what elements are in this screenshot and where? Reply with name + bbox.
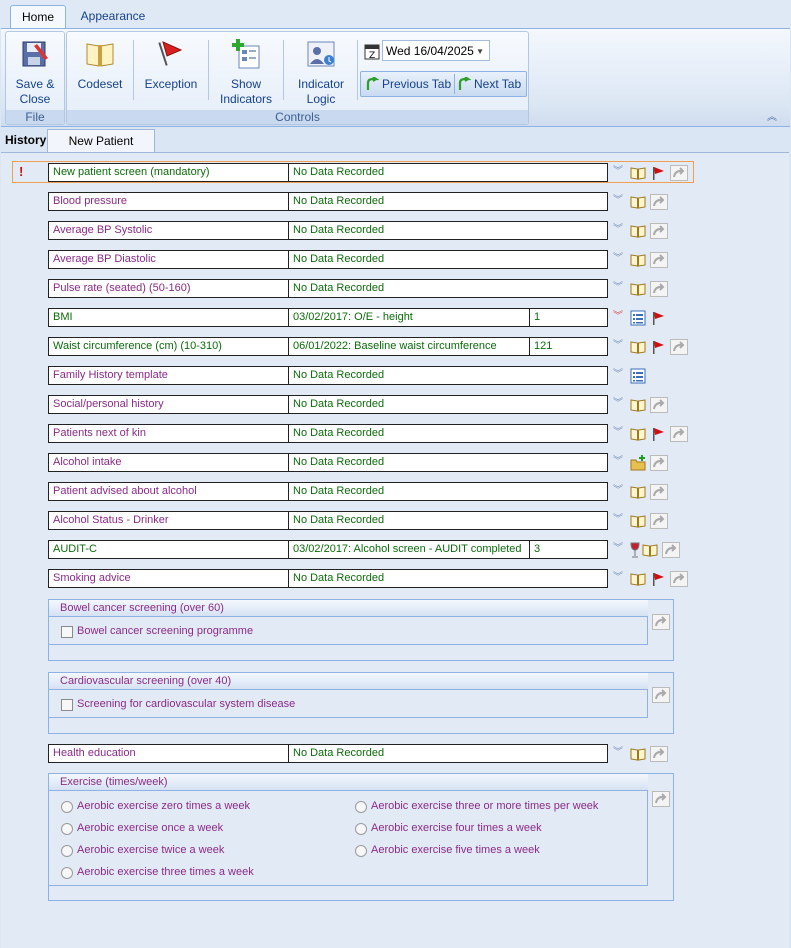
flag-icon[interactable] [650, 426, 666, 442]
undo-icon[interactable] [650, 397, 668, 413]
tab-navigation [360, 71, 527, 97]
form-row[interactable] [48, 511, 608, 530]
indicator-logic-icon [305, 38, 337, 70]
exercise-radio[interactable] [61, 823, 73, 835]
exercise-option-label: Aerobic exercise zero times a week [77, 800, 251, 812]
book-icon[interactable] [630, 165, 646, 181]
expand-chevron-icon[interactable]: ︾ [613, 485, 623, 496]
row-value: 06/01/2022: Baseline waist circumference [293, 340, 497, 352]
book-icon[interactable] [630, 513, 646, 529]
indicator-logic-label-1: Indicator [297, 77, 345, 91]
expand-chevron-icon[interactable]: ︾ [613, 195, 623, 206]
tab-history[interactable]: History [5, 133, 47, 147]
expand-chevron-icon[interactable]: ︾ [613, 369, 623, 380]
row-value: No Data Recorded [293, 282, 385, 294]
row-label: Average BP Systolic [49, 222, 289, 239]
exercise-radio[interactable] [355, 823, 367, 835]
controls-group-label: Controls [67, 110, 528, 124]
cardio-screening-title: Cardiovascular screening (over 40) [49, 673, 648, 690]
undo-icon[interactable] [650, 746, 668, 762]
book-icon[interactable] [630, 571, 646, 587]
row-label: Average BP Diastolic [49, 251, 289, 268]
row-actions [610, 221, 690, 240]
date-picker[interactable] [382, 40, 490, 61]
row-value: No Data Recorded [293, 485, 385, 497]
list-icon[interactable] [630, 310, 646, 326]
row-value: 03/02/2017: O/E - height [293, 311, 413, 323]
separator [454, 74, 455, 94]
book-icon[interactable] [630, 252, 646, 268]
undo-icon[interactable] [670, 165, 688, 181]
separator [357, 40, 358, 100]
exercise-option-label: Aerobic exercise three or more times per week [371, 800, 599, 812]
next-tab-label: Next Tab [474, 77, 522, 91]
expand-chevron-icon[interactable]: ︾ [613, 514, 623, 525]
flag-icon[interactable] [650, 571, 666, 587]
row-value: No Data Recorded [293, 224, 385, 236]
undo-icon[interactable] [670, 339, 688, 355]
chevron-down-icon[interactable]: ▼ [476, 47, 484, 56]
row-label: Patients next of kin [49, 425, 289, 442]
wine-glass-icon[interactable] [630, 542, 640, 558]
book-icon [84, 38, 116, 70]
save-icon [19, 38, 51, 70]
undo-icon[interactable] [650, 281, 668, 297]
health-education-row[interactable] [48, 744, 608, 763]
row-label: Pulse rate (seated) (50-160) [49, 280, 289, 297]
separator [133, 40, 134, 100]
undo-icon[interactable] [650, 455, 668, 471]
bowel-screening-group [48, 599, 674, 661]
save-close-label-1: Save & [15, 77, 55, 91]
tab-appearance[interactable]: Appearance [80, 9, 146, 23]
separator [208, 40, 209, 100]
undo-icon[interactable] [670, 426, 688, 442]
form-row[interactable] [48, 279, 608, 298]
expand-chevron-icon[interactable]: ︾ [613, 456, 623, 467]
form-row[interactable] [48, 453, 608, 472]
expand-chevron-icon[interactable]: ︾ [613, 224, 623, 235]
row-value-secondary: 121 [529, 338, 607, 355]
undo-icon[interactable] [652, 614, 670, 630]
expand-chevron-icon[interactable]: ︾ [613, 543, 623, 554]
row-value: No Data Recorded [293, 456, 385, 468]
book-icon[interactable] [630, 223, 646, 239]
form-row[interactable] [48, 366, 608, 385]
next-arrow-icon [457, 77, 471, 91]
flag-icon[interactable] [650, 310, 666, 326]
exercise-radio[interactable] [61, 801, 73, 813]
save-close-button[interactable] [8, 36, 62, 107]
undo-icon[interactable] [650, 194, 668, 210]
previous-tab-button[interactable] [365, 72, 453, 96]
book-icon[interactable] [642, 542, 658, 558]
form-row[interactable] [48, 540, 608, 559]
previous-arrow-icon [365, 77, 379, 91]
undo-icon[interactable] [652, 791, 670, 807]
book-icon[interactable] [630, 281, 646, 297]
row-actions [610, 250, 690, 269]
exercise-title: Exercise (times/week) [49, 774, 648, 791]
show-indicators-label-1: Show [230, 77, 262, 91]
row-value: No Data Recorded [293, 398, 385, 410]
row-label: Family History template [49, 367, 289, 384]
exercise-option-label: Aerobic exercise five times a week [371, 844, 540, 856]
svg-text:Z: Z [369, 51, 376, 60]
row-value: No Data Recorded [293, 514, 385, 526]
form-row[interactable] [48, 308, 608, 327]
row-label: Smoking advice [49, 570, 289, 587]
exercise-group [48, 773, 674, 901]
form-row[interactable] [48, 163, 608, 182]
row-actions [610, 482, 690, 501]
bowel-screening-option-label: Bowel cancer screening programme [77, 625, 254, 637]
exercise-radio[interactable] [355, 801, 367, 813]
save-close-label-2: Close [19, 92, 51, 106]
form-row[interactable] [48, 482, 608, 501]
form-row[interactable] [48, 424, 608, 443]
tab-home[interactable]: Home [10, 5, 66, 29]
expand-chevron-icon[interactable]: ︾ [613, 282, 623, 293]
row-label: New patient screen (mandatory) [49, 164, 289, 181]
undo-icon[interactable] [670, 571, 688, 587]
row-actions [610, 395, 690, 414]
row-value: No Data Recorded [293, 747, 385, 759]
book-icon[interactable] [630, 426, 646, 442]
row-actions [610, 192, 690, 211]
row-actions [610, 540, 690, 559]
exercise-option-label: Aerobic exercise three times a week [77, 866, 254, 878]
row-label: Alcohol Status - Drinker [49, 512, 289, 529]
row-actions [610, 308, 690, 327]
show-indicators-label-2: Indicators [219, 92, 273, 106]
row-label: BMI [49, 309, 289, 326]
row-actions [610, 337, 690, 356]
row-actions [610, 424, 690, 443]
row-actions [610, 511, 690, 530]
bowel-screening-title: Bowel cancer screening (over 60) [49, 600, 648, 617]
row-label: AUDIT-C [49, 541, 289, 558]
row-label: Waist circumference (cm) (10-310) [49, 338, 289, 355]
show-indicators-button[interactable] [213, 36, 279, 107]
row-value: No Data Recorded [293, 369, 385, 381]
book-icon[interactable] [630, 194, 646, 210]
exercise-option-label: Aerobic exercise twice a week [77, 844, 225, 856]
cardio-screening-group [48, 672, 674, 734]
next-tab-button[interactable] [457, 72, 525, 96]
expand-chevron-icon[interactable]: ︾ [613, 427, 623, 438]
row-value: No Data Recorded [293, 195, 385, 207]
row-value: No Data Recorded [293, 427, 385, 439]
row-value-secondary: 1 [529, 309, 607, 326]
health-education-actions [610, 744, 672, 763]
exercise-radio[interactable] [355, 845, 367, 857]
exercise-radio[interactable] [61, 867, 73, 879]
book-icon[interactable] [630, 339, 646, 355]
flag-icon [155, 38, 187, 70]
undo-icon[interactable] [650, 223, 668, 239]
form-row[interactable] [48, 250, 608, 269]
book-icon[interactable] [630, 397, 646, 413]
expand-chevron-icon[interactable]: ︾ [613, 311, 623, 322]
row-label: Patient advised about alcohol [49, 483, 289, 500]
expand-chevron-icon[interactable]: ︾ [613, 340, 623, 351]
exercise-option-label: Aerobic exercise four times a week [371, 822, 542, 834]
row-actions [610, 453, 690, 472]
expand-chevron-icon[interactable]: ︾ [613, 398, 623, 409]
row-actions [610, 366, 690, 385]
undo-icon[interactable] [650, 252, 668, 268]
exercise-option-label: Aerobic exercise once a week [77, 822, 224, 834]
row-value: No Data Recorded [293, 572, 385, 584]
flag-icon[interactable] [650, 165, 666, 181]
expand-chevron-icon[interactable]: ︾ [613, 747, 623, 758]
expand-chevron-icon[interactable]: ︾ [613, 166, 623, 177]
undo-icon[interactable] [662, 542, 680, 558]
cardio-screening-checkbox[interactable] [61, 699, 73, 711]
exception-button[interactable] [139, 36, 203, 92]
indicator-logic-button[interactable] [289, 36, 353, 107]
flag-icon[interactable] [650, 339, 666, 355]
calendar-icon [364, 44, 380, 60]
form-row[interactable] [48, 192, 608, 211]
row-label: Health education [49, 745, 289, 762]
row-actions [610, 279, 690, 298]
book-icon[interactable] [630, 746, 646, 762]
form-row[interactable] [48, 221, 608, 240]
exception-label: Exception [144, 77, 198, 91]
form-row[interactable] [48, 395, 608, 414]
row-value-secondary: 3 [529, 541, 607, 558]
undo-icon[interactable] [650, 484, 668, 500]
bowel-screening-body [49, 617, 648, 645]
tab-new-patient-screen[interactable]: New Patient [47, 129, 155, 152]
row-label: Social/personal history [49, 396, 289, 413]
form-row[interactable] [48, 569, 608, 588]
previous-tab-label: Previous Tab [382, 77, 452, 91]
indicators-icon [230, 38, 262, 70]
list-icon[interactable] [630, 368, 646, 384]
file-group-label: File [6, 110, 64, 124]
row-actions [610, 569, 690, 588]
book-icon[interactable] [630, 484, 646, 500]
expand-chevron-icon[interactable]: ︾ [613, 253, 623, 264]
ribbon-tab-bar [0, 0, 791, 28]
mandatory-marker: ! [19, 164, 24, 179]
separator [283, 40, 284, 100]
exercise-radio[interactable] [61, 845, 73, 857]
form-row[interactable] [48, 337, 608, 356]
collapse-ribbon-icon[interactable]: ︽ [767, 112, 777, 123]
row-value: 03/02/2017: Alcohol screen - AUDIT completed [293, 543, 522, 555]
row-value: No Data Recorded [293, 253, 385, 265]
row-actions [610, 163, 690, 182]
file-group [5, 31, 65, 125]
codeset-label: Codeset [77, 77, 123, 91]
undo-icon[interactable] [652, 687, 670, 703]
undo-icon[interactable] [650, 513, 668, 529]
exercise-body [49, 791, 648, 886]
indicator-logic-label-2: Logic [306, 92, 336, 106]
date-value: Wed 16/04/2025 [386, 44, 474, 58]
cardio-screening-body [49, 690, 648, 718]
bowel-screening-checkbox[interactable] [61, 626, 73, 638]
cardio-screening-option-label: Screening for cardiovascular system disease [77, 698, 296, 710]
row-value: No Data Recorded [293, 166, 385, 178]
row-label: Blood pressure [49, 193, 289, 210]
row-label: Alcohol intake [49, 454, 289, 471]
expand-chevron-icon[interactable]: ︾ [613, 572, 623, 583]
codeset-button[interactable] [71, 36, 129, 92]
add-folder-icon[interactable] [630, 455, 646, 471]
